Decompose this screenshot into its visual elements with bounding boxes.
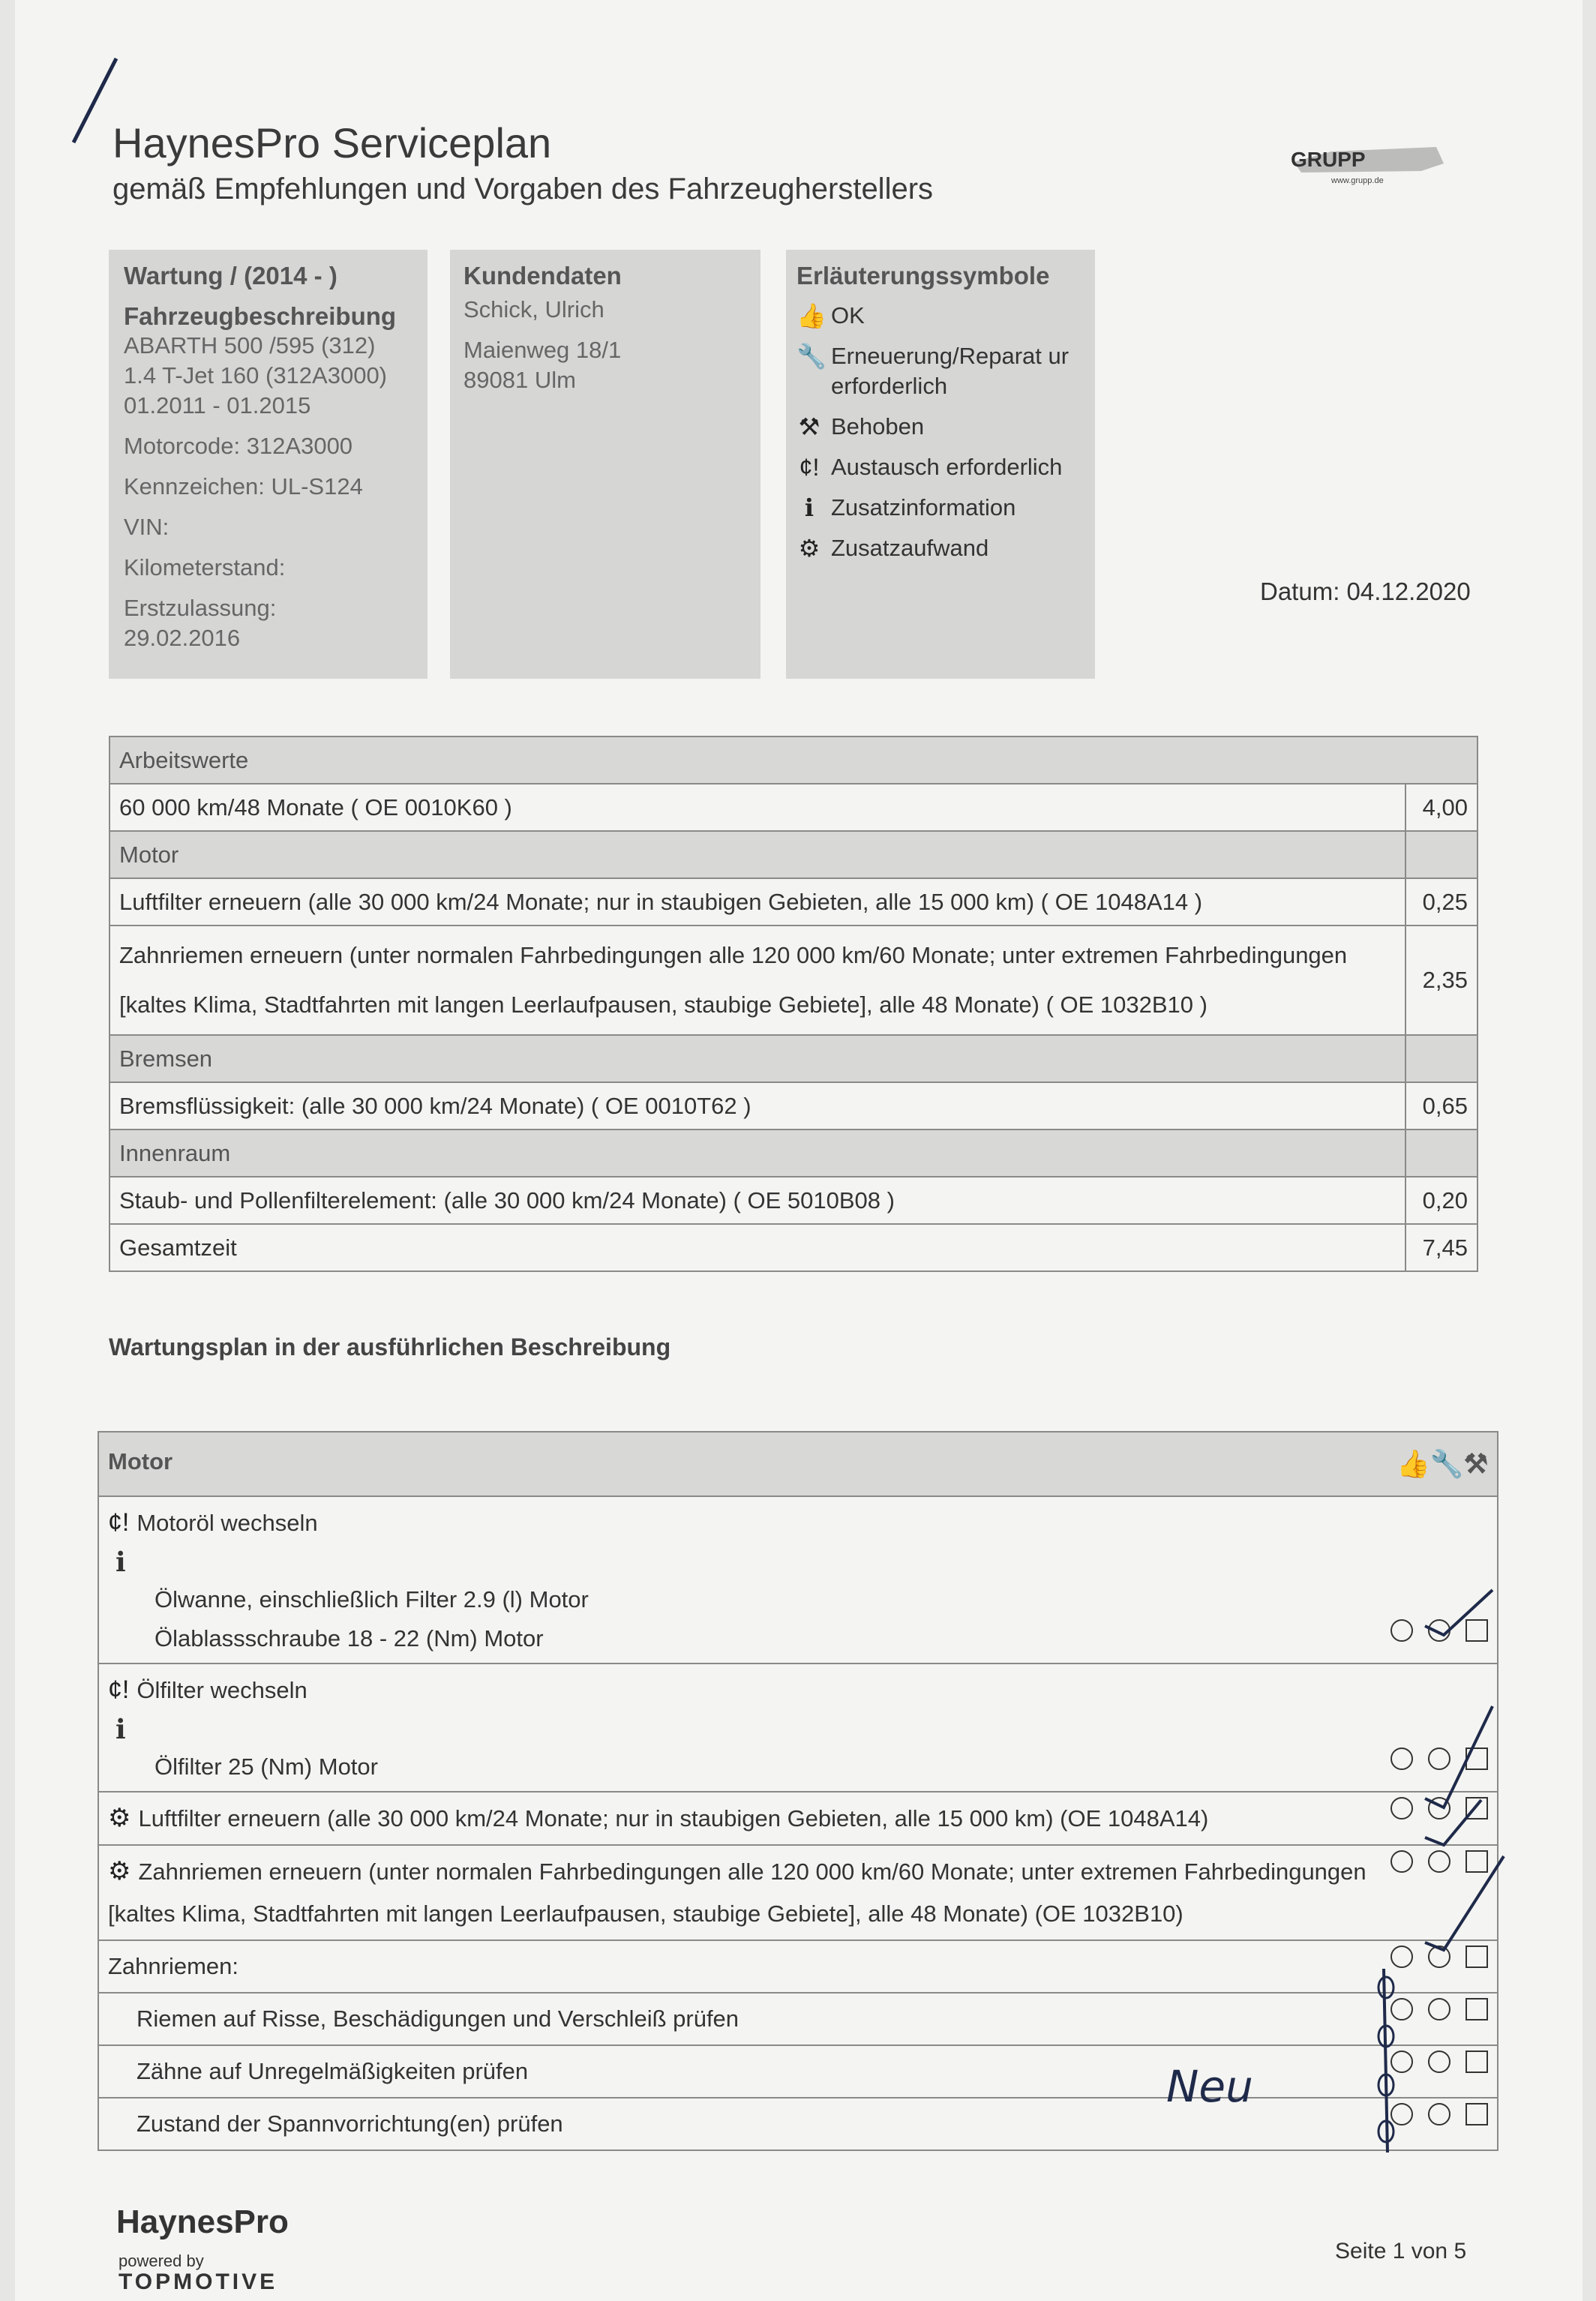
info-icon: ℹ <box>116 1714 126 1744</box>
status-icons-header: 👍🔧⚒ <box>1396 1448 1488 1479</box>
labor-description: Staub- und Pollenfilterelement: (alle 30 000 km/24 Monate) ( OE 5010B08 ) <box>110 1177 1406 1224</box>
registration-label: Erstzulassung: <box>124 595 277 621</box>
maintenance-task-title: Ölfilter wechseln <box>136 1677 308 1703</box>
labor-description: Bremsen <box>110 1035 1406 1082</box>
labor-value: 0,20 <box>1406 1177 1478 1224</box>
page-number: Seite 1 von 5 <box>1335 2239 1467 2264</box>
customer-city: 89081 Ulm <box>464 367 576 393</box>
customer-name: Schick, Ulrich <box>464 296 604 322</box>
maintenance-detail: Ölablassschraube 18 - 22 (Nm) Motor <box>108 1619 1488 1658</box>
maintenance-detail: Ölfilter 25 (Nm) Motor <box>108 1748 1488 1786</box>
replace-icon: ¢! <box>108 1508 130 1537</box>
thumbs-up-icon: 👍 <box>796 302 826 329</box>
legend-label: Zusatzaufwand <box>831 535 989 561</box>
haynespro-logo: HaynesPro <box>116 2204 289 2240</box>
legend-label: OK <box>831 302 865 328</box>
maintenance-task-title: Zähne auf Unregelmäßigkeiten prüfen <box>136 2058 529 2084</box>
mileage: Kilometerstand: <box>124 554 286 580</box>
section-title: Wartungsplan in der ausführlichen Beschreibung <box>109 1334 671 1360</box>
powered-by-text: powered by <box>118 2252 204 2270</box>
replace-icon: ¢! <box>108 1676 130 1704</box>
labor-value: 2,35 <box>1406 926 1478 1035</box>
labor-value: 0,25 <box>1406 878 1478 926</box>
document-title: HaynesPro Serviceplan <box>112 119 552 166</box>
maintenance-task-title: Zahnriemen erneuern (unter normalen Fahrbedingungen alle 120 000 km/60 Monate; unter extremen Fahrbedingungen [kaltes Klima, Stadtfahrten mit langen Leerlaufpausen, staubige Gebiete], alle 48 Monate) (OE 1032B10) <box>108 1858 1366 1927</box>
legend-label: Erneuerung/Reparat ur erforderlich <box>831 343 1070 399</box>
motor-header-label: Motor <box>108 1448 173 1474</box>
labor-values-header: Arbeitswerte <box>110 736 1478 784</box>
registration-date: 29.02.2016 <box>124 625 241 651</box>
legend-heading: Erläuterungssymbole <box>796 262 1050 290</box>
labor-value: 4,00 <box>1406 784 1478 831</box>
maintenance-task-title: Zahnriemen: <box>108 1953 239 1979</box>
gear-icon: ⚙ <box>108 1857 131 1886</box>
vehicle-description-heading: Fahrzeugbeschreibung <box>124 302 397 330</box>
svg-text:GRUPP: GRUPP <box>1291 148 1366 171</box>
labor-description: Motor <box>110 831 1406 878</box>
motorcode: Motorcode: 312A3000 <box>124 433 353 459</box>
wrench-icon: 🔧 <box>796 343 826 370</box>
maintenance-detail: Ölwanne, einschließlich Filter 2.9 (l) Motor <box>154 1586 589 1612</box>
maintenance-task-title: Zustand der Spannvorrichtung(en) prüfen <box>136 2110 563 2137</box>
gear-icon: ⚙ <box>798 535 820 562</box>
vehicle-engine: 1.4 T-Jet 160 (312A3000) <box>124 362 388 388</box>
wrench-fixed-icon: ⚒ <box>798 413 820 440</box>
legend-label: Austausch erforderlich <box>831 454 1063 480</box>
labor-description: Bremsflüssigkeit: (alle 30 000 km/24 Monate) ( OE 0010T62 ) <box>110 1082 1406 1130</box>
service-heading: Wartung / (2014 - ) <box>124 262 338 290</box>
legend-label: Zusatzinformation <box>831 494 1016 520</box>
labor-value: 7,45 <box>1406 1224 1478 1271</box>
maintenance-task-title: Luftfilter erneuern (alle 30 000 km/24 Monate; nur in staubigen Gebieten, alle 15 000 km) (OE 1048A14) <box>138 1805 1209 1832</box>
vehicle-model: ABARTH 500 /595 (312) <box>124 332 376 358</box>
document-date: Datum: 04.12.2020 <box>1260 578 1471 605</box>
info-icon: ℹ <box>116 1546 126 1577</box>
vin: VIN: <box>124 514 170 540</box>
customer-heading: Kundendaten <box>464 262 622 290</box>
gear-icon: ⚙ <box>108 1804 131 1832</box>
maintenance-task-title: Riemen auf Risse, Beschädigungen und Verschleiß prüfen <box>136 2006 740 2032</box>
customer-street: Maienweg 18/1 <box>464 337 622 363</box>
info-icon: ℹ <box>804 494 814 521</box>
license-plate: Kennzeichen: UL-S124 <box>124 473 363 500</box>
topmotive-logo: TOPMOTIVE <box>118 2270 278 2294</box>
labor-description: Innenraum <box>110 1130 1406 1177</box>
maintenance-task-title: Motoröl wechseln <box>136 1510 318 1536</box>
vehicle-period: 01.2011 - 01.2015 <box>124 392 311 418</box>
labor-description: Luftfilter erneuern (alle 30 000 km/24 Monate; nur in staubigen Gebieten, alle 15 000 km) ( OE 1048A14 ) <box>110 878 1406 926</box>
svg-text:www.grupp.de: www.grupp.de <box>1331 176 1384 185</box>
labor-value: 0,65 <box>1406 1082 1478 1130</box>
replace-icon: ¢! <box>799 454 820 481</box>
labor-description: 60 000 km/48 Monate ( OE 0010K60 ) <box>110 784 1406 831</box>
labor-description: Gesamtzeit <box>110 1224 1406 1271</box>
legend-label: Behoben <box>831 413 925 440</box>
handwritten-note: Neu <box>1166 2061 1253 2112</box>
document-subtitle: gemäß Empfehlungen und Vorgaben des Fahrzeugherstellers <box>112 172 934 206</box>
labor-description: Zahnriemen erneuern (unter normalen Fahrbedingungen alle 120 000 km/60 Monate; unter extremen Fahrbedingungen [kaltes Klima, Stadtfahrten mit langen Leerlaufpausen, staubige Gebiete], alle 48 Monate) ( OE 1032B10 ) <box>110 926 1406 1035</box>
